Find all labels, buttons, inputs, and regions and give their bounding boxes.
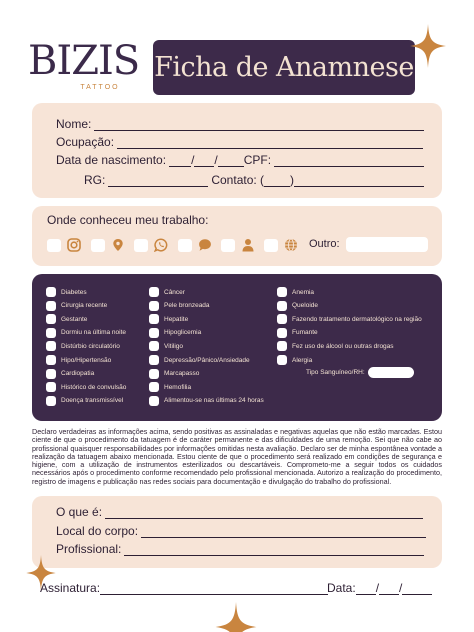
blood-type-label: Tipo Sanguíneo/RH: bbox=[306, 369, 365, 376]
condition-label: Hemofilia bbox=[164, 383, 192, 391]
date-row bbox=[327, 581, 432, 595]
condition-item[interactable] bbox=[277, 355, 312, 365]
birth-label: Data de nascimento: bbox=[56, 153, 167, 167]
condition-item[interactable] bbox=[277, 341, 394, 351]
name-row bbox=[56, 117, 424, 131]
condition-label: Gestante bbox=[61, 315, 88, 323]
condition-label: Anemia bbox=[292, 288, 315, 296]
logo-wordmark: BIZIS bbox=[28, 38, 140, 84]
sparkle-icon bbox=[410, 24, 446, 68]
condition-item[interactable] bbox=[46, 314, 87, 324]
date-separator: / bbox=[399, 581, 403, 595]
condition-label: Hipo/Hipertensão bbox=[61, 356, 112, 364]
condition-checkbox[interactable] bbox=[149, 396, 159, 406]
contact-label: Contato: ( bbox=[211, 173, 265, 187]
condition-label: Câncer bbox=[164, 288, 185, 296]
what-label: O que é: bbox=[56, 505, 103, 519]
condition-item[interactable] bbox=[149, 396, 264, 406]
rg-label: RG: bbox=[84, 173, 106, 187]
birth-cpf-row bbox=[56, 153, 424, 167]
cpf-field[interactable] bbox=[274, 156, 424, 167]
body-location-field[interactable] bbox=[141, 527, 426, 538]
condition-label: Fazendo tratamento dermatológico na região bbox=[292, 315, 422, 323]
condition-label: Distúrbio circulatório bbox=[61, 342, 120, 350]
person-checkbox[interactable] bbox=[221, 239, 235, 252]
birth-separator: / bbox=[214, 153, 218, 167]
condition-checkbox[interactable] bbox=[46, 314, 56, 324]
chat-checkbox[interactable] bbox=[178, 239, 192, 252]
rg-contact-row bbox=[84, 173, 424, 187]
signature-row bbox=[40, 581, 328, 595]
condition-label: Depressão/Pânico/Ansiedade bbox=[164, 356, 250, 364]
condition-item[interactable] bbox=[46, 341, 120, 351]
condition-label: Pele bronzeada bbox=[164, 302, 210, 310]
declaration-text: Declaro verdadeiras as informações acima, sendo positivas as assinaladas e negativas aquelas que não estão marcadas. Estou ciente de que o procedimento da tatuagem é de caráter permanente e das dificuldades de uma remoção. Sei que não cabe ao profissional quaisquer responsabilidades por informações omitidas nesta avaliação. Declaro ser de minha espontânea vontade a realização da tatuagem abaixo mencionada. Estou ciente de que o procedimento será realizado em condições de segurança e higiene, com a utilização de instrumentos esterilizados ou descartáveis. Comprometo-me a seguir todos os cuidados necessários após o procedimento conforme recomendado pelo profissional mencionada. Autorizo a realização do procedimento, registro de imagens e publicação nas redes sociais para documentação e divulgação do trabalho do profissional. bbox=[32, 427, 442, 486]
date-separator: / bbox=[375, 581, 380, 595]
condition-item[interactable] bbox=[46, 382, 126, 392]
condition-checkbox[interactable] bbox=[277, 287, 287, 297]
condition-checkbox[interactable] bbox=[46, 369, 56, 379]
condition-checkbox[interactable] bbox=[149, 355, 159, 365]
condition-label: Histórico de convulsão bbox=[61, 383, 127, 391]
whatsapp-icon bbox=[154, 238, 168, 252]
condition-label: Marcapasso bbox=[164, 370, 200, 378]
birth-year-field[interactable] bbox=[218, 156, 244, 167]
chat-bubble-icon bbox=[198, 238, 212, 252]
condition-label: Fez uso de álcool ou outras drogas bbox=[292, 342, 394, 350]
rg-field[interactable] bbox=[108, 176, 208, 187]
condition-checkbox[interactable] bbox=[149, 301, 159, 311]
birth-month-field[interactable] bbox=[194, 156, 214, 167]
condition-checkbox[interactable] bbox=[46, 341, 56, 351]
name-field[interactable] bbox=[94, 120, 424, 131]
condition-label: Alimentou-se nas últimas 24 horas bbox=[164, 397, 264, 405]
instagram-checkbox[interactable] bbox=[47, 239, 61, 252]
other-input[interactable] bbox=[346, 237, 428, 252]
date-label: Data: bbox=[327, 581, 356, 595]
condition-checkbox[interactable] bbox=[149, 341, 159, 351]
date-year-field[interactable] bbox=[402, 584, 432, 595]
discovery-question: Onde conheceu meu trabalho: bbox=[47, 213, 209, 227]
cpf-label: CPF: bbox=[243, 153, 272, 167]
condition-item[interactable] bbox=[46, 287, 87, 297]
condition-label: Alergia bbox=[292, 356, 313, 364]
brand-logo bbox=[28, 38, 140, 100]
condition-checkbox[interactable] bbox=[277, 301, 287, 311]
contact-ddd-field[interactable] bbox=[264, 176, 290, 187]
condition-item[interactable] bbox=[277, 328, 318, 338]
signature-label: Assinatura: bbox=[40, 581, 101, 595]
date-day-field[interactable] bbox=[356, 584, 376, 595]
professional-row bbox=[56, 542, 424, 556]
condition-checkbox[interactable] bbox=[149, 287, 159, 297]
occupation-row bbox=[56, 135, 423, 149]
condition-label: Doença transmissível bbox=[61, 397, 124, 405]
condition-item[interactable] bbox=[149, 314, 188, 324]
condition-checkbox[interactable] bbox=[149, 328, 159, 338]
professional-label: Profissional: bbox=[56, 542, 122, 556]
name-label: Nome: bbox=[56, 117, 92, 131]
condition-label: Queloide bbox=[292, 302, 319, 310]
instagram-icon bbox=[67, 238, 81, 252]
page-title: Ficha de Anamnese bbox=[154, 52, 414, 83]
location-checkbox[interactable] bbox=[91, 239, 105, 252]
title-banner bbox=[153, 40, 415, 95]
globe-checkbox[interactable] bbox=[264, 239, 278, 252]
location-row bbox=[56, 524, 426, 538]
location-pin-icon bbox=[111, 238, 125, 252]
condition-item[interactable] bbox=[46, 301, 107, 311]
date-month-field[interactable] bbox=[379, 584, 399, 595]
condition-checkbox[interactable] bbox=[277, 355, 287, 365]
condition-checkbox[interactable] bbox=[46, 355, 56, 365]
person-icon bbox=[241, 238, 255, 252]
condition-checkbox[interactable] bbox=[149, 382, 159, 392]
other-label: Outro: bbox=[309, 238, 340, 250]
what-field[interactable] bbox=[105, 508, 423, 519]
condition-label: Hepatite bbox=[164, 315, 189, 323]
condition-item[interactable] bbox=[149, 355, 250, 365]
condition-checkbox[interactable] bbox=[277, 314, 287, 324]
condition-checkbox[interactable] bbox=[149, 314, 159, 324]
body-location-label: Local do corpo: bbox=[56, 524, 139, 538]
occupation-label: Ocupação: bbox=[56, 135, 115, 149]
condition-checkbox[interactable] bbox=[149, 369, 159, 379]
condition-item[interactable] bbox=[277, 301, 318, 311]
contact-paren: ) bbox=[290, 173, 295, 187]
condition-label: Hipoglicemia bbox=[164, 329, 202, 337]
blood-type-input[interactable] bbox=[368, 367, 414, 378]
birth-separator: / bbox=[191, 153, 195, 167]
signature-field[interactable] bbox=[100, 584, 328, 595]
condition-item[interactable] bbox=[46, 328, 126, 338]
condition-checkbox[interactable] bbox=[46, 328, 56, 338]
condition-item[interactable] bbox=[46, 355, 111, 365]
occupation-field[interactable] bbox=[117, 138, 423, 149]
condition-item[interactable] bbox=[46, 396, 123, 406]
condition-item[interactable] bbox=[149, 328, 201, 338]
condition-checkbox[interactable] bbox=[46, 287, 56, 297]
condition-checkbox[interactable] bbox=[46, 382, 56, 392]
sparkle-icon bbox=[215, 602, 257, 632]
condition-label: Cardiopatia bbox=[61, 370, 95, 378]
logo-subtitle: TATTOO bbox=[80, 84, 120, 91]
condition-label: Cirurgia recente bbox=[61, 302, 108, 310]
whatsapp-checkbox[interactable] bbox=[134, 239, 148, 252]
condition-item[interactable] bbox=[149, 382, 191, 392]
condition-checkbox[interactable] bbox=[277, 328, 287, 338]
globe-icon bbox=[284, 238, 298, 252]
condition-item[interactable] bbox=[277, 287, 314, 297]
contact-field[interactable] bbox=[294, 176, 424, 187]
condition-item[interactable] bbox=[149, 287, 185, 297]
birth-day-field[interactable] bbox=[169, 156, 191, 167]
condition-checkbox[interactable] bbox=[277, 341, 287, 351]
condition-checkbox[interactable] bbox=[46, 301, 56, 311]
condition-item[interactable] bbox=[149, 369, 199, 379]
condition-item[interactable] bbox=[149, 341, 183, 351]
condition-label: Dormiu na última noite bbox=[61, 329, 127, 337]
condition-label: Fumante bbox=[292, 329, 318, 337]
condition-item[interactable] bbox=[277, 314, 422, 324]
professional-field[interactable] bbox=[124, 545, 424, 556]
condition-item[interactable] bbox=[149, 301, 210, 311]
condition-checkbox[interactable] bbox=[46, 396, 56, 406]
what-row bbox=[56, 505, 423, 519]
condition-label: Vitiligo bbox=[164, 342, 184, 350]
condition-label: Diabetes bbox=[61, 288, 87, 296]
condition-item[interactable] bbox=[46, 369, 94, 379]
